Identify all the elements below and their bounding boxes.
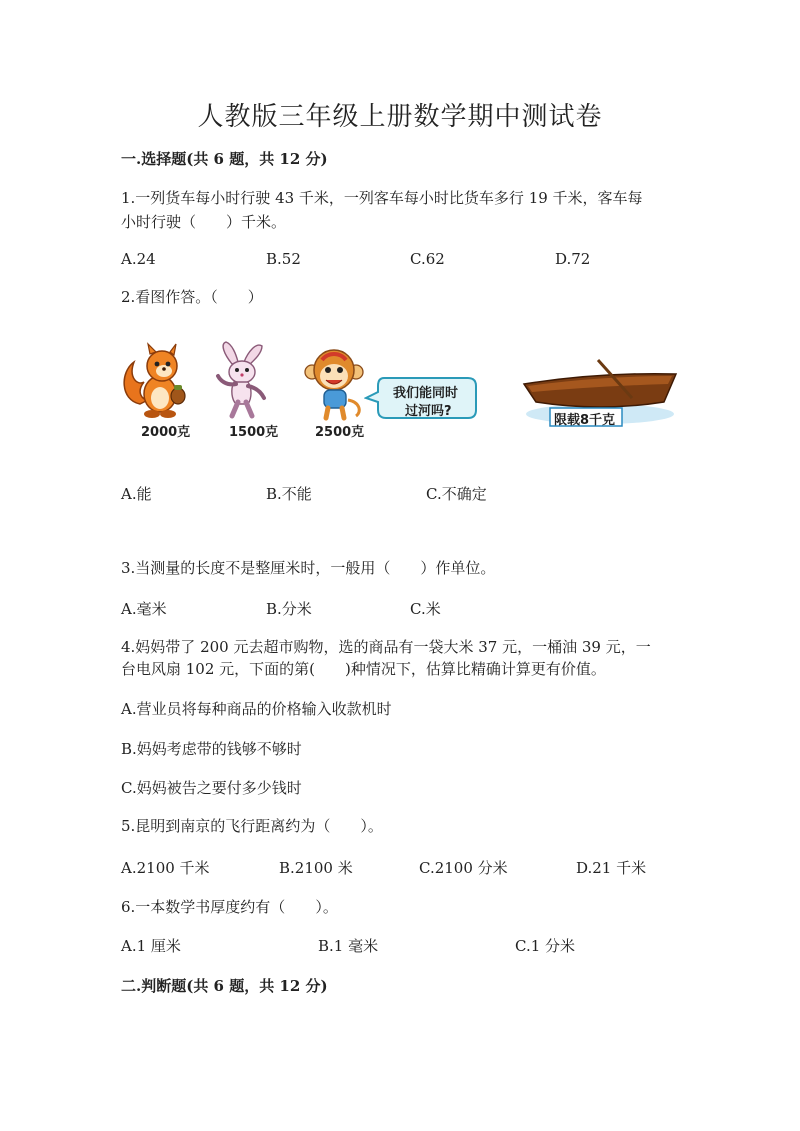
q2-option-a[interactable]: A.能: [121, 485, 152, 503]
q5-option-b[interactable]: B.2100 米: [279, 859, 353, 877]
question-3-line-1: 3.当测量的长度不是整厘米时，一般用（ ）作单位。: [121, 559, 496, 577]
q5-option-c[interactable]: C.2100 分米: [419, 859, 508, 877]
bubble-text-line-1: 我们能同时: [393, 386, 459, 401]
boat-sign: 限载8千克: [554, 413, 616, 428]
question-4-line-1: 4.妈妈带了 200 元去超市购物，选的商品有一袋大米 37 元，一桶油 39 元，一: [121, 638, 651, 656]
q5-option-a[interactable]: A.2100 千米: [121, 859, 210, 877]
q3-option-c[interactable]: C.米: [410, 600, 441, 618]
bubble-text-line-2: 过河吗?: [405, 404, 452, 419]
question-5-line-1: 5.昆明到南京的飞行距离约为（ ）。: [121, 817, 383, 835]
q3-option-a[interactable]: A.毫米: [121, 600, 167, 618]
q1-option-d[interactable]: D.72: [555, 250, 591, 268]
q1-option-a[interactable]: A.24: [121, 250, 156, 268]
weight-label-rabbit: 1500克: [229, 425, 279, 440]
section-heading-choice: 一.选择题(共 6 题，共 12 分): [121, 150, 328, 168]
question-1-line-1: 1.一列货车每小时行驶 43 千米，一列客车每小时比货车多行 19 千米，客车每: [121, 189, 643, 207]
q6-option-c[interactable]: C.1 分米: [515, 937, 576, 955]
q1-option-b[interactable]: B.52: [266, 250, 301, 268]
weight-label-squirrel: 2000克: [141, 425, 191, 440]
q6-option-a[interactable]: A.1 厘米: [121, 937, 181, 955]
weight-label-monkey: 2500克: [315, 425, 365, 440]
q5-option-d[interactable]: D.21 千米: [576, 859, 647, 877]
monkey-icon: [300, 342, 370, 422]
squirrel-icon: [118, 342, 193, 420]
page-title: 人教版三年级上册数学期中测试卷: [197, 102, 603, 132]
q2-option-b[interactable]: B.不能: [266, 485, 312, 503]
q4-option-a[interactable]: A.营业员将每种商品的价格输入收款机时: [121, 700, 392, 718]
q1-option-c[interactable]: C.62: [410, 250, 445, 268]
rabbit-icon: [206, 340, 276, 422]
question-1-line-2: 小时行驶（ ）千米。: [121, 213, 287, 231]
q6-option-b[interactable]: B.1 毫米: [318, 937, 379, 955]
question-6-line-1: 6.一本数学书厚度约有（ ）。: [121, 898, 338, 916]
q4-option-b[interactable]: B.妈妈考虑带的钱够不够时: [121, 740, 302, 758]
question-2-line-1: 2.看图作答。（ ）: [121, 288, 263, 306]
section-heading-judgement: 二.判断题(共 6 题，共 12 分): [121, 977, 328, 995]
question-4-line-2: 台电风扇 102 元，下面的第( )种情况下，估算比精确计算更有价值。: [121, 660, 606, 678]
q2-option-c[interactable]: C.不确定: [426, 485, 487, 503]
q4-option-c[interactable]: C.妈妈被告之要付多少钱时: [121, 779, 302, 797]
q3-option-b[interactable]: B.分米: [266, 600, 312, 618]
